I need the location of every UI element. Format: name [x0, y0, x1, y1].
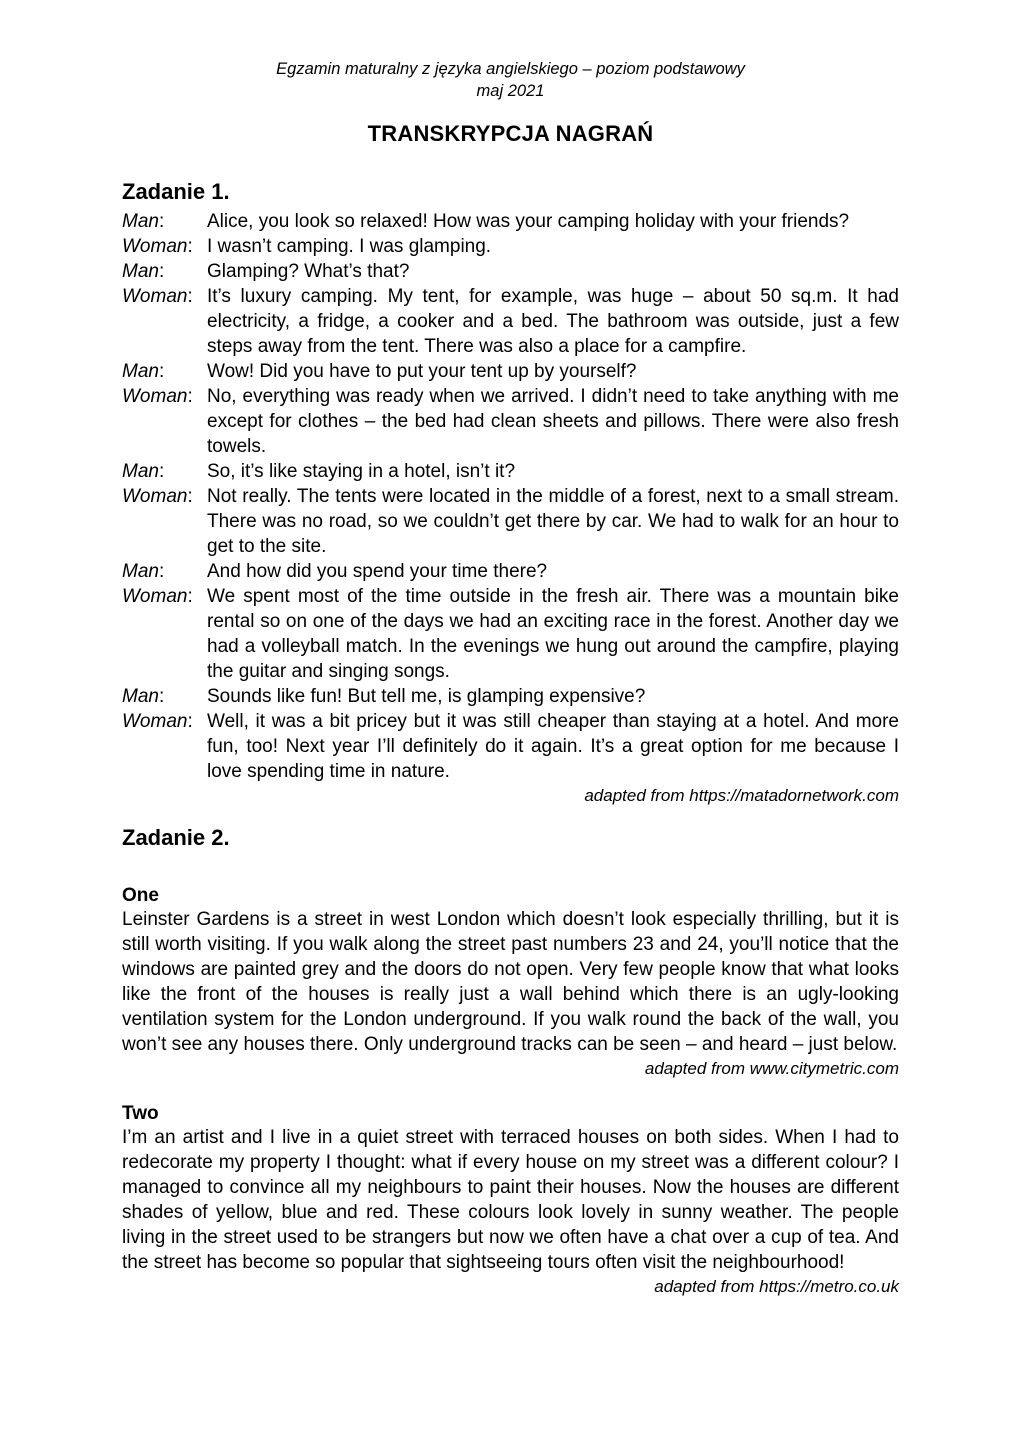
- section-two-label: Two: [122, 1103, 159, 1124]
- turn-text: Glamping? What’s that?: [207, 261, 410, 282]
- task-1-dialogue: [122, 209, 899, 784]
- speaker-colon: :: [187, 586, 193, 607]
- dialogue-turn: [122, 284, 899, 359]
- speaker-colon: :: [158, 686, 165, 707]
- dialogue-turn: [122, 259, 899, 284]
- speaker-label: [122, 209, 207, 234]
- dialogue-turn: [122, 384, 899, 459]
- speaker-label: [122, 459, 207, 484]
- speaker-name: Woman: [122, 386, 188, 407]
- section-one-source-attribution: adapted from www.citymetric.com: [644, 1059, 899, 1078]
- speaker-label: [122, 234, 207, 259]
- task-1-source-attribution: adapted from https://matadornetwork.com: [584, 786, 899, 805]
- speaker-label: [122, 684, 207, 709]
- dialogue-turn: [122, 709, 899, 784]
- speaker-name: Man: [122, 361, 159, 382]
- dialogue-turn: [122, 559, 899, 584]
- task-2-section-two: [122, 1103, 899, 1298]
- section-one-paragraph: Leinster Gardens is a street in west London which doesn’t look especially thrilling, but it is still worth visiting. If you walk along the street past numbers 23 and 24, you’ll notice that the windows are painted grey and the doors do not open. Very few people know that what looks like the front of the houses is really just a wall behind which there is an ugly-looking ventilation system for the London underground. If you walk round the back of the wall, you won’t see any houses there. Only underground tracks can be seen – and heard – just below.: [122, 909, 899, 1055]
- dialogue-turn: [122, 359, 899, 384]
- speaker-colon: :: [158, 461, 165, 482]
- dialogue-turn: [122, 209, 899, 234]
- turn-text: No, everything was ready when we arrived. I didn’t need to take anything with me except for clothes – the bed had clean sheets and pillows. There were also fresh towels.: [207, 386, 899, 457]
- turn-text: Well, it was a bit pricey but it was still cheaper than staying at a hotel. And more fun, too! Next year I’ll definitely do it again. It’s a great option for me because I love spending time in nature.: [207, 711, 899, 782]
- page-title: TRANSKRYPCJA NAGRAŃ: [367, 121, 654, 146]
- speaker-colon: :: [158, 361, 165, 382]
- document-header: [122, 58, 899, 102]
- turn-text: Wow! Did you have to put your tent up by yourself?: [207, 361, 637, 382]
- speaker-colon: :: [158, 211, 165, 232]
- speaker-label: [122, 559, 207, 584]
- turn-text: Sounds like fun! But tell me, is glamping expensive?: [207, 686, 646, 707]
- speaker-name: Woman: [122, 586, 188, 607]
- speaker-name: Woman: [122, 711, 188, 732]
- speaker-name: Woman: [122, 286, 188, 307]
- turn-text: Not really. The tents were located in the middle of a forest, next to a small stream. There was no road, so we couldn’t get there by car. We had to walk for an hour to get to the site.: [207, 486, 899, 557]
- speaker-label: [122, 259, 207, 284]
- speaker-colon: :: [187, 486, 193, 507]
- speaker-name: Woman: [122, 486, 188, 507]
- speaker-label: [122, 584, 207, 609]
- section-two-paragraph: I’m an artist and I live in a quiet street with terraced houses on both sides. When I had to redecorate my property I thought: what if every house on my street was a different colour? I managed to convince all my neighbours to paint their houses. Now the houses are different shades of yellow, blue and red. These colours look lovely in sunny weather. The people living in the street used to be strangers but now we often have a chat over a cup of tea. And the street has become so popular that sightseeing tours often visit the neighbourhood!: [122, 1127, 899, 1273]
- speaker-name: Man: [122, 686, 159, 707]
- speaker-colon: :: [187, 286, 193, 307]
- dialogue-turn: [122, 459, 899, 484]
- speaker-label: [122, 359, 207, 384]
- dialogue-turn: [122, 684, 899, 709]
- turn-text: It’s luxury camping. My tent, for example, was huge – about 50 sq.m. It had electricity, a fridge, a cooker and a bed. The bathroom was outside, just a few steps away from the tent. There was also a place for a campfire.: [207, 286, 899, 357]
- speaker-name: Man: [122, 261, 159, 282]
- task-2-heading: Zadanie 2.: [122, 825, 230, 850]
- speaker-name: Woman: [122, 236, 188, 257]
- speaker-name: Man: [122, 561, 159, 582]
- turn-text: I wasn’t camping. I was glamping.: [207, 236, 492, 257]
- dialogue-turn: [122, 584, 899, 684]
- speaker-label: [122, 384, 207, 409]
- speaker-colon: :: [187, 386, 193, 407]
- speaker-colon: :: [158, 261, 165, 282]
- speaker-colon: :: [187, 711, 193, 732]
- turn-text: Alice, you look so relaxed! How was your camping holiday with your friends?: [207, 211, 850, 232]
- speaker-label: [122, 709, 207, 734]
- section-two-source-attribution: adapted from https://metro.co.uk: [654, 1277, 899, 1296]
- turn-text: So, it’s like staying in a hotel, isn’t it?: [207, 461, 516, 482]
- speaker-label: [122, 284, 207, 309]
- task-2-section-one: [122, 885, 899, 1080]
- speaker-colon: :: [158, 561, 165, 582]
- turn-text: And how did you spend your time there?: [207, 561, 548, 582]
- dialogue-turn: [122, 484, 899, 559]
- speaker-label: [122, 484, 207, 509]
- speaker-name: Man: [122, 461, 159, 482]
- header-line-2: maj 2021: [476, 82, 545, 100]
- speaker-name: Man: [122, 211, 159, 232]
- task-1-heading: Zadanie 1.: [122, 179, 230, 204]
- section-one-label: One: [122, 885, 159, 906]
- speaker-colon: :: [187, 236, 193, 257]
- turn-text: We spent most of the time outside in the fresh air. There was a mountain bike rental so on one of the days we had an exciting race in the forest. Another day we had a volleyball match. In the evenings we hung out around the campfire, playing the guitar and singing songs.: [207, 586, 899, 682]
- header-line-1: Egzamin maturalny z języka angielskiego – poziom podstawowy: [276, 60, 745, 78]
- dialogue-turn: [122, 234, 899, 259]
